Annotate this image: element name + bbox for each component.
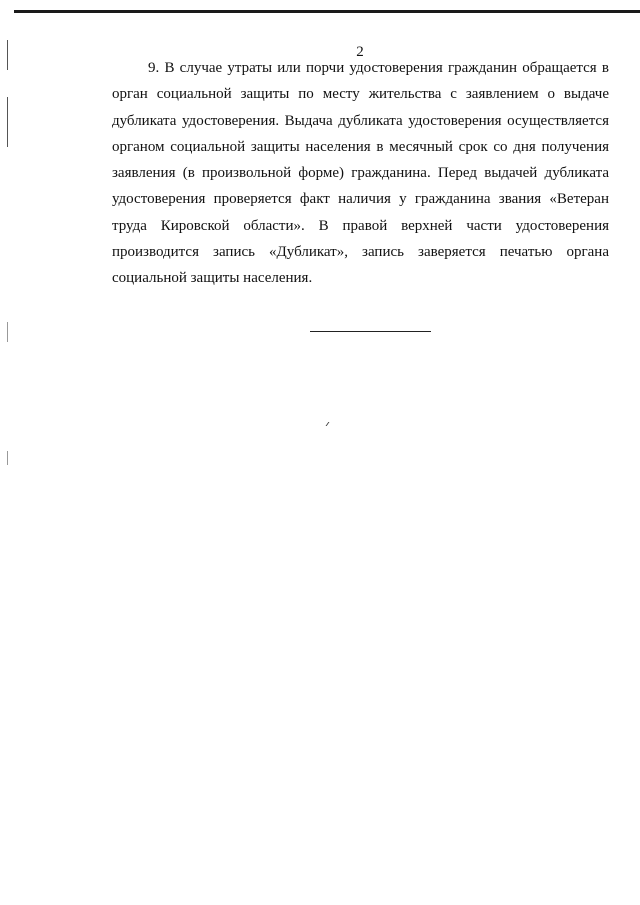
scan-top-border: [14, 10, 640, 13]
page-number: 2: [356, 44, 364, 60]
scan-edge-mark: [7, 451, 8, 465]
paragraph-duplicate-certificate: 9. В случае утраты или порчи удостоверения гражданин обращается в орган социальной защиты по месту жительства с заявлением о выдаче дубликата удостоверения. Выдача дубликата удостоверения осуществляется органом социальной защиты населения в месячный срок со дня получения заявления (в произвольной форме) гражданина. Перед выдачей дубликата удостоверения проверяется факт наличия у гражданина звания «Ветеран труда Кировской области». В правой верхней части удостоверения производится запись «Дубликат», запись заверяется печатью органа социальной защиты населения.: [112, 60, 609, 287]
scan-stray-mark: [326, 422, 333, 426]
scan-edge-mark: [7, 97, 8, 147]
end-separator-line: [310, 331, 431, 332]
scan-edge-mark: [7, 322, 8, 342]
